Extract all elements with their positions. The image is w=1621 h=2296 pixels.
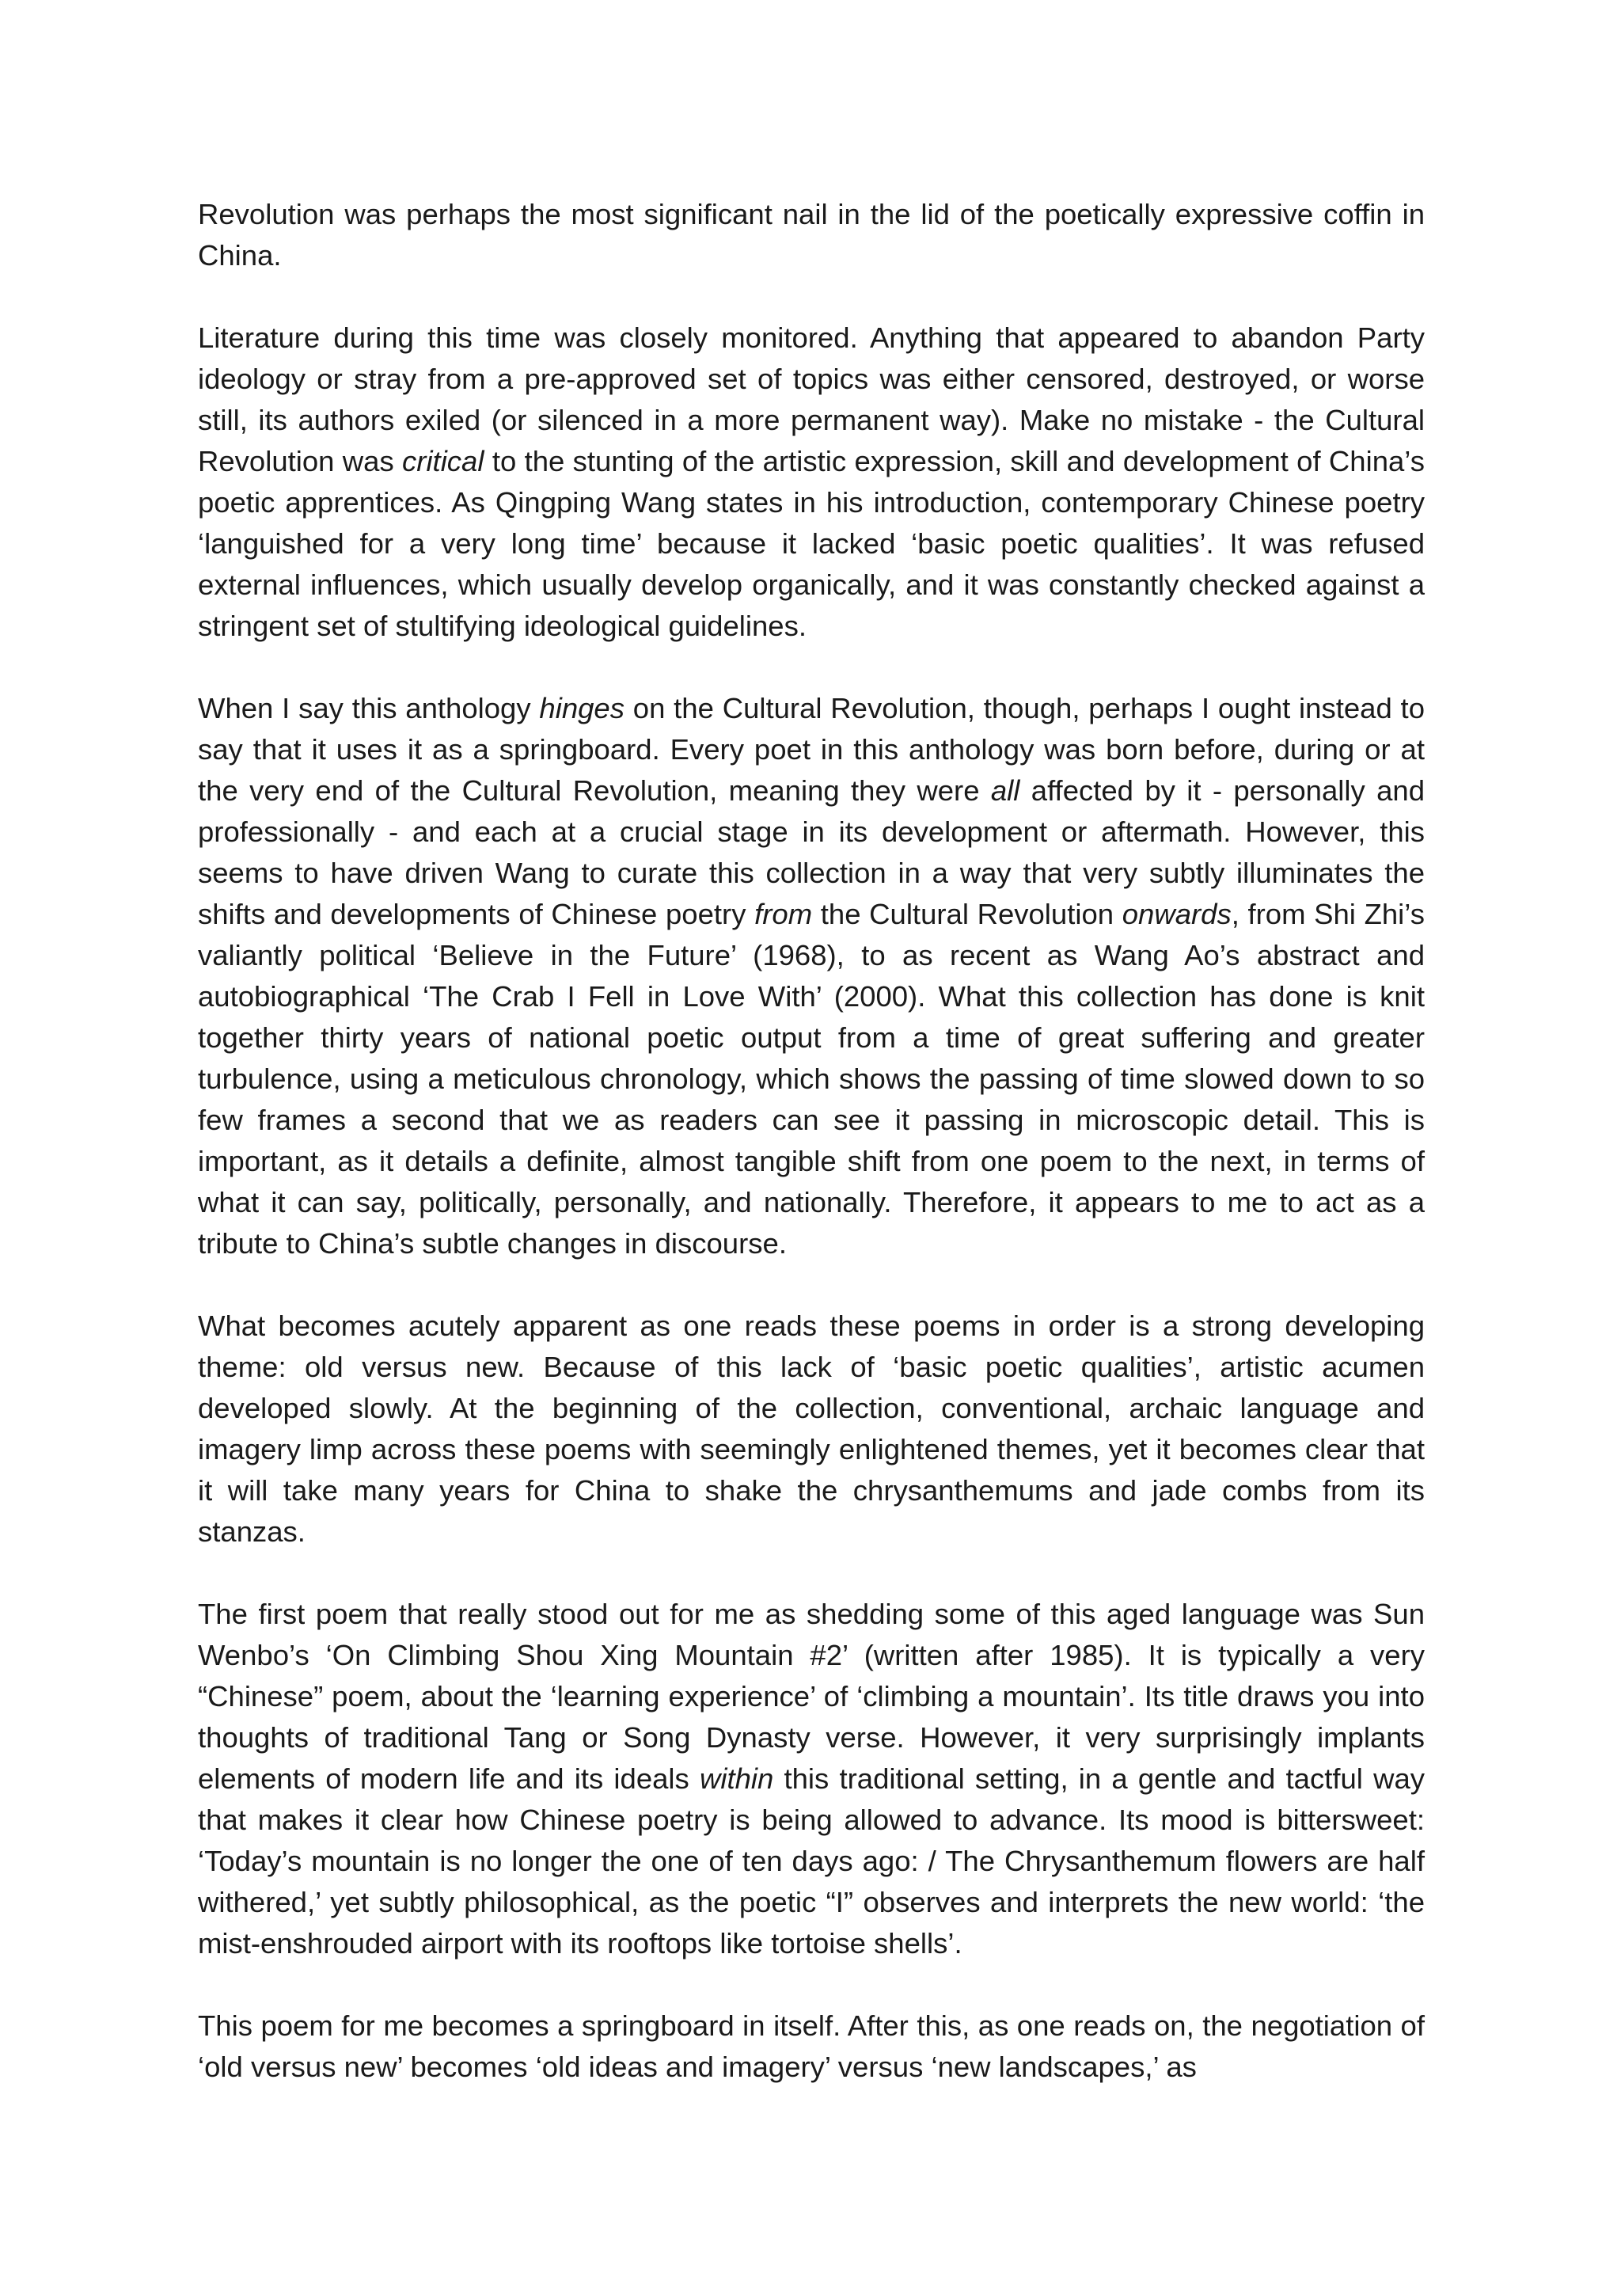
text-run: Literature during this time was closely monitored. Anything that appeared to abandon Party ideology or stray from a pre-approved set of topics was either censored, destroyed, or worse still, its authors exiled (or silenced in a more permanent way). Make no mistake - the Cultural Revolution was xyxy=(198,321,1425,477)
paragraph xyxy=(198,317,1425,647)
paragraph xyxy=(198,1594,1425,1964)
text-run: this traditional setting, in a gentle and tactful way that makes it clear how Chinese poetry is being allowed to advance. Its mood is bittersweet: ‘Today’s mountain is no longer the one of ten days ago: / The Chrysanthemum flowers are half withered,’ yet subtly philosophical, as the poetic “I” observes and interprets the new world: ‘the mist-enshrouded airport with its rooftops like tortoise shells’. xyxy=(198,1762,1425,1960)
text-run: When I say this anthology xyxy=(198,692,540,724)
text-run: , from Shi Zhi’s valiantly political ‘Believe in the Future’ (1968), to as recent as Wang Ao’s abstract and autobiographical ‘The Crab I Fell in Love With’ (2000). What this collection has done is knit together thirty years of national poetic output from a time of great suffering and greater turbulence, using a meticulous chronology, which shows the passing of time slowed down to so few frames a second that we as readers can see it passing in microscopic detail. This is important, as it details a definite, almost tangible shift from one poem to the next, in terms of what it can say, politically, personally, and nationally. Therefore, it appears to me to act as a tribute to China’s subtle changes in discourse. xyxy=(198,898,1425,1260)
italic-run: all xyxy=(990,774,1020,807)
text-run: to the stunting of the artistic expression, skill and development of China’s poetic apprentices. As Qingping Wang states in his introduction, contemporary Chinese poetry ‘languished for a very long time’ because it lacked ‘basic poetic qualities’. It was refused external influences, which usually develop organically, and it was constantly checked against a stringent set of stultifying ideological guidelines. xyxy=(198,445,1425,642)
document-page xyxy=(198,194,1425,2088)
paragraph xyxy=(198,688,1425,1264)
paragraph xyxy=(198,1306,1425,1553)
paragraph xyxy=(198,2005,1425,2088)
text-run: affected by it - personally and professionally - and each at a crucial stage in its development or aftermath. However, this seems to have driven Wang to curate this collection in a way that very subtly illuminates the shifts and developments of Chinese poetry xyxy=(198,774,1425,930)
italic-run: from xyxy=(754,898,813,930)
italic-run: onwards xyxy=(1122,898,1232,930)
text-run: Revolution was perhaps the most significant nail in the lid of the poetically expressive coffin in China. xyxy=(198,198,1425,272)
text-run: the Cultural Revolution xyxy=(812,898,1122,930)
italic-run: hinges xyxy=(539,692,624,724)
italic-run: within xyxy=(699,1762,774,1795)
italic-run: critical xyxy=(402,445,484,477)
text-run: The first poem that really stood out for me as shedding some of this aged language was Sun Wenbo’s ‘On Climbing Shou Xing Mountain #2’ (written after 1985). It is typically a very “Chinese” poem, about the ‘learning experience’ of ‘climbing a mountain’. Its title draws you into thoughts of traditional Tang or Song Dynasty verse. However, it very surprisingly implants elements of modern life and its ideals xyxy=(198,1598,1425,1795)
text-run: on the Cultural Revolution, though, perhaps I ought instead to say that it uses it as a springboard. Every poet in this anthology was born before, during or at the very end of the Cultural Revolution, meaning they were xyxy=(198,692,1425,807)
text-run: What becomes acutely apparent as one reads these poems in order is a strong developing theme: old versus new. Because of this lack of ‘basic poetic qualities’, artistic acumen developed slowly. At the beginning of the collection, conventional, archaic language and imagery limp across these poems with seemingly enlightened themes, yet it becomes clear that it will take many years for China to shake the chrysanthemums and jade combs from its stanzas. xyxy=(198,1310,1425,1548)
text-run: This poem for me becomes a springboard in itself. After this, as one reads on, the negotiation of ‘old versus new’ becomes ‘old ideas and imagery’ versus ‘new landscapes,’ as xyxy=(198,2009,1425,2083)
paragraph xyxy=(198,194,1425,276)
